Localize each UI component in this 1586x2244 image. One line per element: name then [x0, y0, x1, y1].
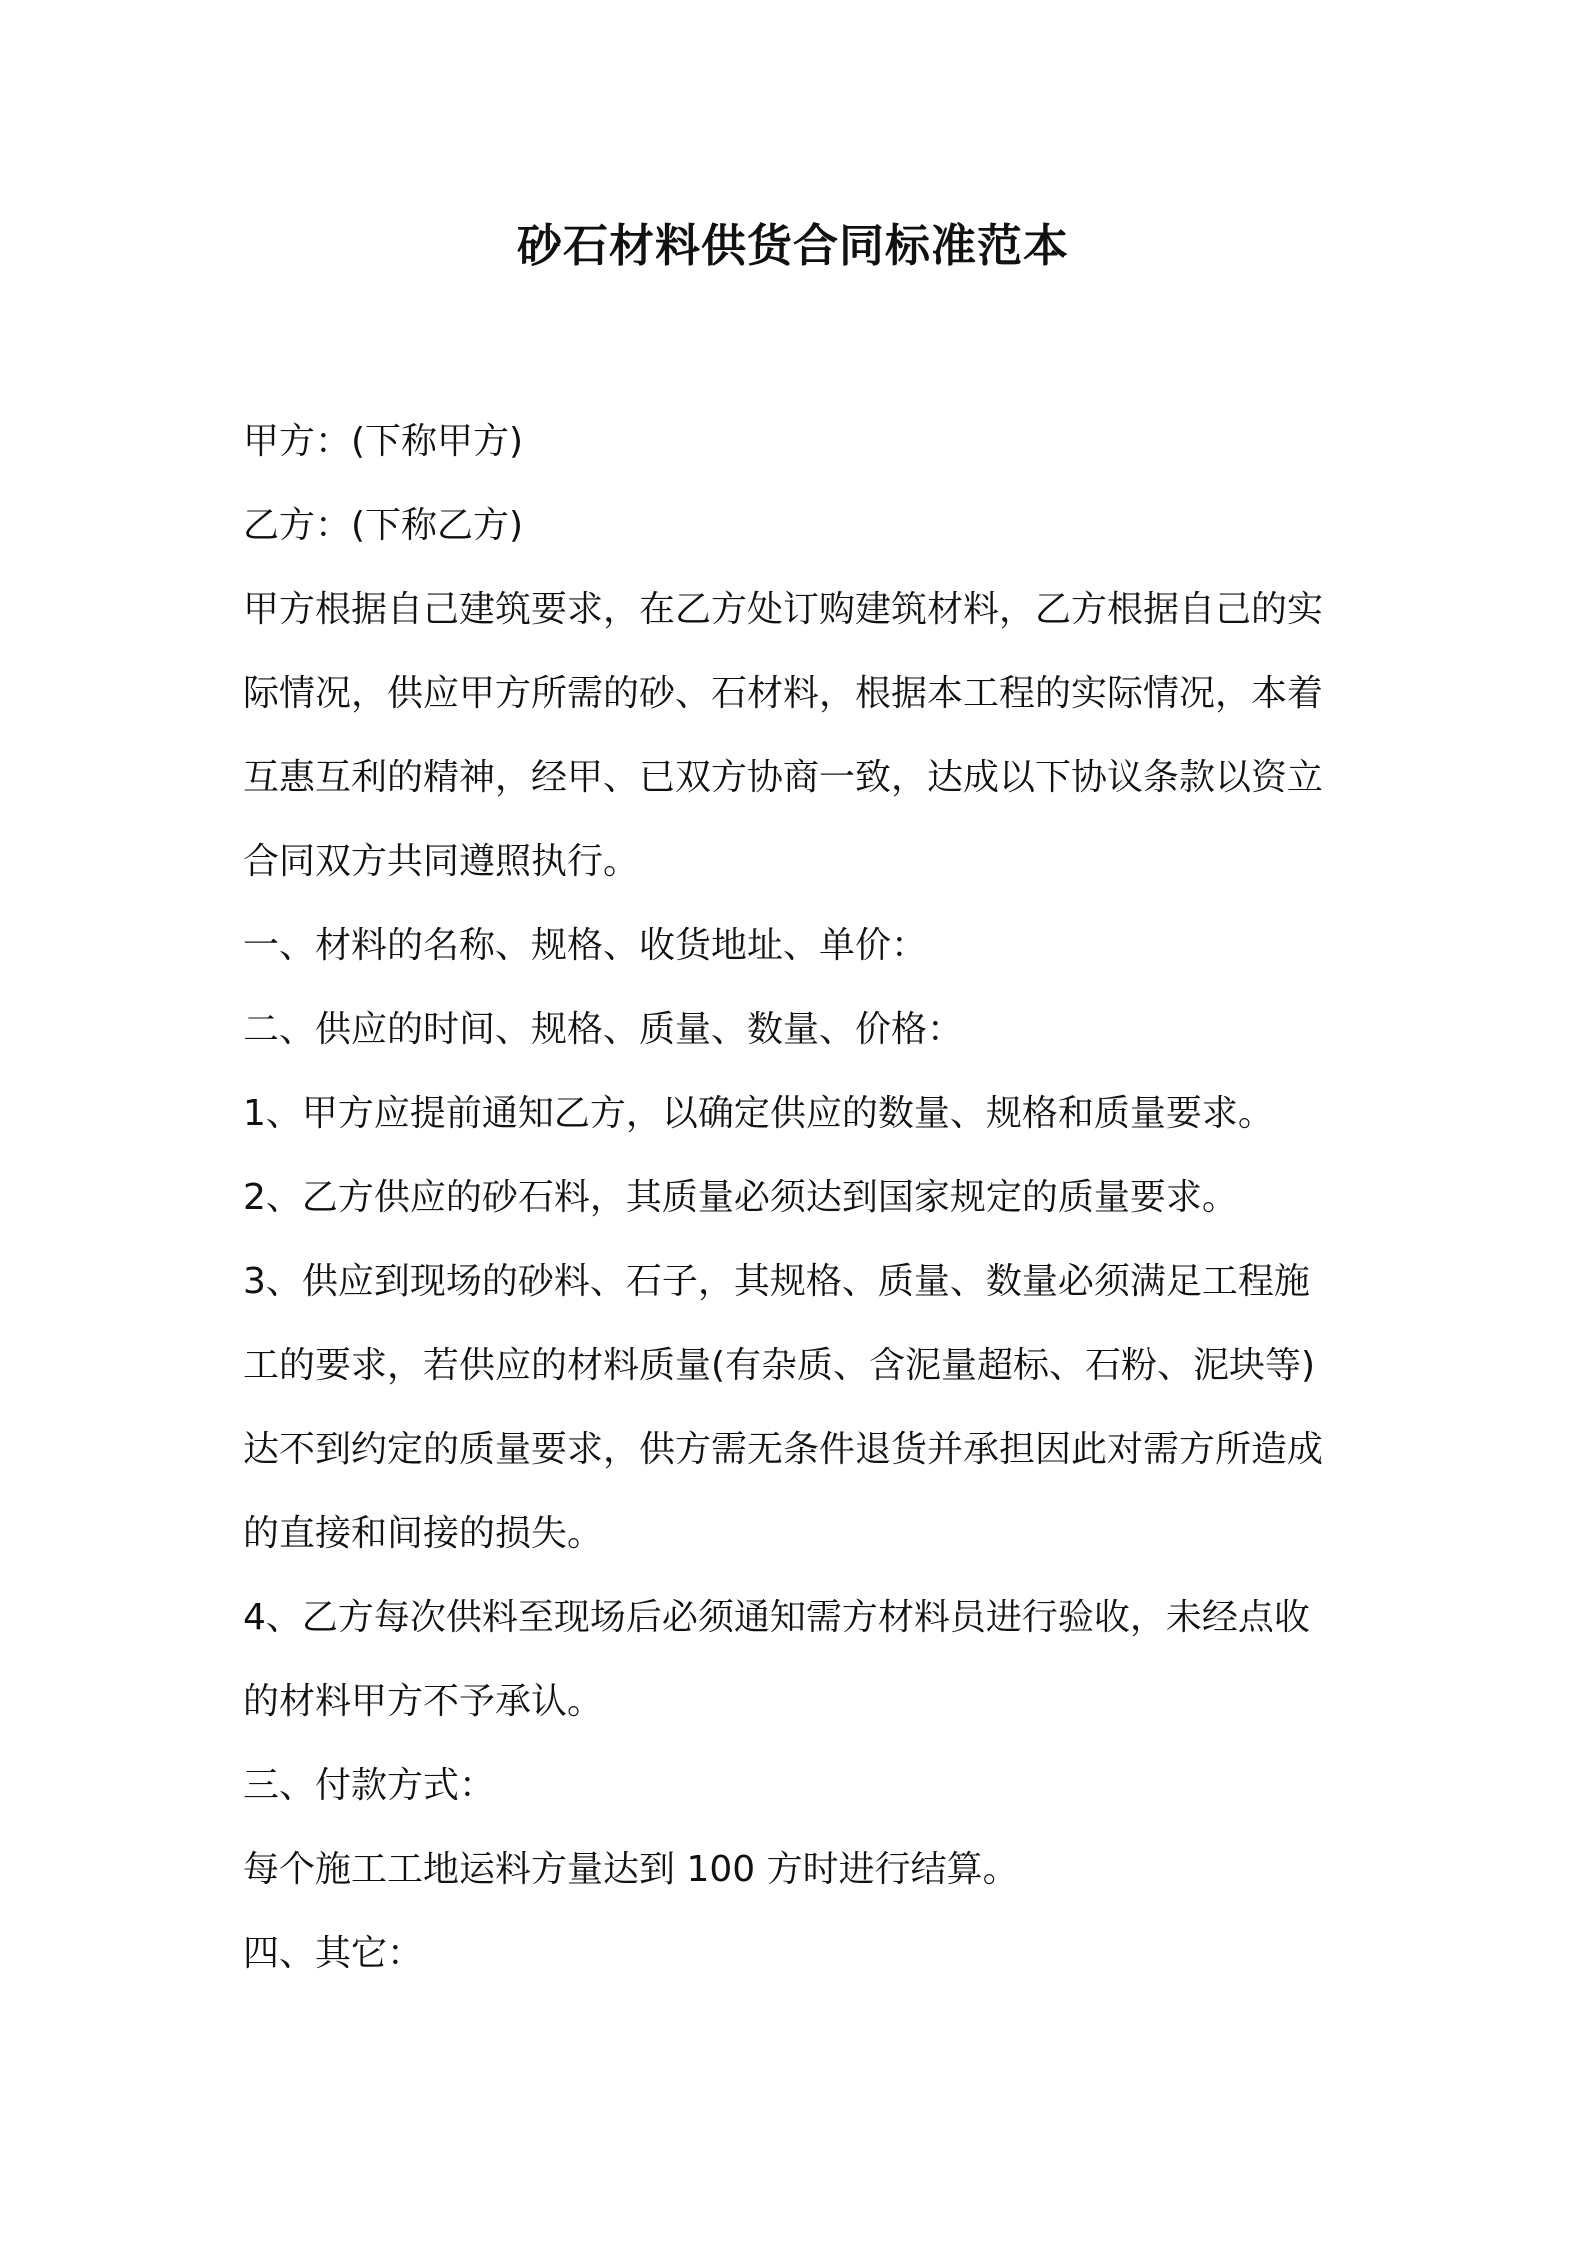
section-heading-3: 三、付款方式：	[243, 1765, 496, 1806]
clause-3-line: 工的要求，若供应的材料质量(有杂质、含泥量超标、石粉、泥块等)	[243, 1345, 1316, 1386]
preamble-line: 际情况，供应甲方所需的砂、石材料，根据本工程的实际情况，本着	[243, 673, 1324, 714]
section-heading-1: 一、材料的名称、规格、收货地址、单价：	[243, 925, 928, 966]
section-heading-2: 二、供应的时间、规格、质量、数量、价格：	[243, 1009, 964, 1050]
clause-4	[243, 1576, 1363, 1744]
preamble-line: 互惠互利的精神，经甲、已双方协商一致，达成以下协议条款以资立	[243, 757, 1324, 798]
clause-4-line: 4、乙方每次供料至现场后必须通知需方材料员进行验收，未经点收	[243, 1597, 1310, 1638]
preamble-line: 甲方根据自己建筑要求，在乙方处订购建筑材料，乙方根据自己的实	[243, 589, 1324, 630]
section-heading-4: 四、其它：	[243, 1933, 424, 1974]
clause-3-line: 3、供应到现场的砂料、石子，其规格、质量、数量必须满足工程施	[243, 1261, 1310, 1302]
clause-3-line: 达不到约定的质量要求，供方需无条件退货并承担因此对需方所造成	[243, 1429, 1324, 1470]
party-a-line: 甲方：(下称甲方)	[243, 421, 524, 462]
clause-2: 2、乙方供应的砂石料，其质量必须达到国家规定的质量要求。	[243, 1177, 1238, 1218]
preamble-line: 合同双方共同遵照执行。	[243, 841, 640, 882]
clause-3	[243, 1240, 1363, 1576]
preamble-paragraph	[243, 568, 1363, 904]
document-body	[243, 400, 1363, 1996]
clause-3-line: 的直接和间接的损失。	[243, 1513, 604, 1554]
clause-4-line: 的材料甲方不予承认。	[243, 1681, 604, 1722]
clause-1: 1、甲方应提前通知乙方，以确定供应的数量、规格和质量要求。	[243, 1093, 1274, 1134]
party-b-line: 乙方：(下称乙方)	[243, 505, 524, 546]
payment-terms: 每个施工工地运料方量达到 100 方时进行结算。	[243, 1849, 1019, 1890]
document-title: 砂石材料供货合同标准范本	[516, 219, 1069, 272]
